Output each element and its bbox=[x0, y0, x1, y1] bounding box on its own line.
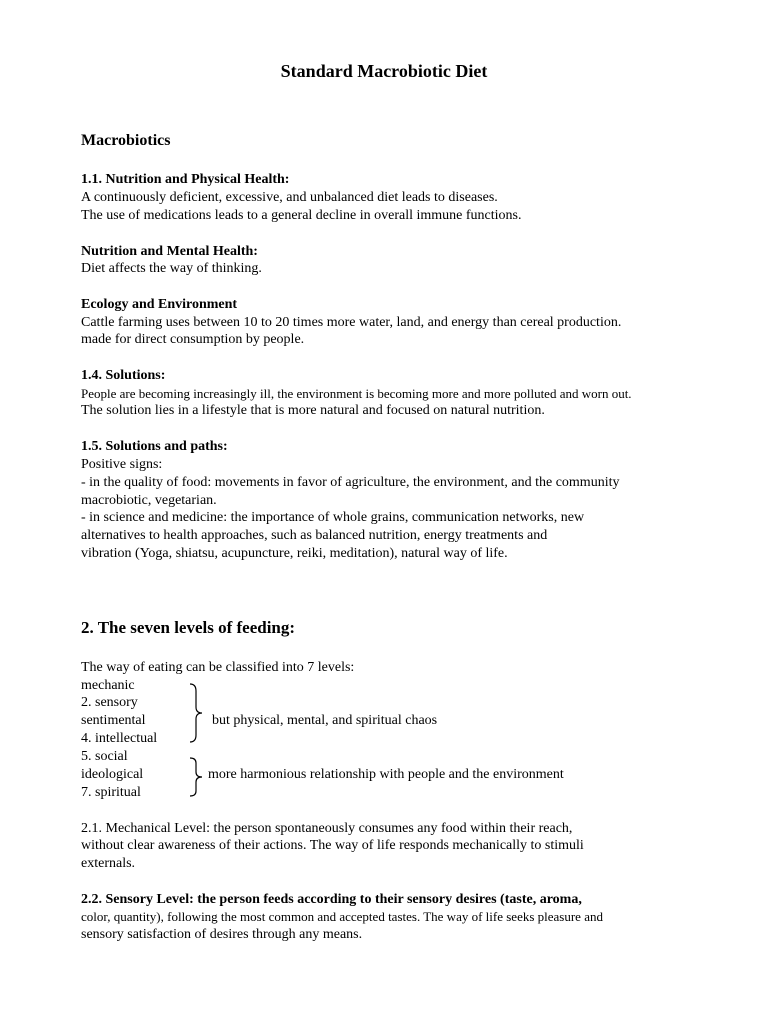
paragraph-line: macrobiotic, vegetarian. bbox=[81, 493, 217, 508]
paragraph-line: alternatives to health approaches, such as balanced nutrition, energy treatments and bbox=[81, 528, 548, 543]
paragraph-line: without clear awareness of their actions. The way of life responds mechanically to stimuli bbox=[81, 838, 584, 853]
paragraph-line: The way of eating can be classified into 7 levels: bbox=[81, 660, 355, 675]
paragraph-line: made for direct consumption by people. bbox=[81, 332, 305, 347]
paragraph-line: - in science and medicine: the importance of whole grains, communication networks, new bbox=[81, 510, 585, 525]
paragraph-line: People are becoming increasingly ill, the environment is becoming more and more polluted and worn out. bbox=[81, 386, 632, 401]
paragraph-line: The use of medications leads to a general decline in overall immune functions. bbox=[81, 208, 522, 223]
paragraph-line: color, quantity), following the most common and accepted tastes. The way of life seeks pleasure and bbox=[81, 909, 603, 924]
level-list-item: 4. intellectual bbox=[81, 731, 158, 746]
paragraph-line: 2.1. Mechanical Level: the person spontaneously consumes any food within their reach, bbox=[81, 821, 573, 836]
paragraph-line: - in the quality of food: movements in favor of agriculture, the environment, and the community bbox=[81, 475, 620, 490]
level-list-item: ideological bbox=[81, 767, 144, 782]
document-title: Standard Macrobiotic Diet bbox=[280, 61, 488, 81]
subsection-title-mental-health: Nutrition and Mental Health: bbox=[81, 244, 258, 259]
group-note-higher-levels: more harmonious relationship with people and the environment bbox=[208, 767, 564, 782]
paragraph-line: Cattle farming uses between 10 to 20 times more water, land, and energy than cereal production. bbox=[81, 315, 622, 330]
paragraph-line: The solution lies in a lifestyle that is more natural and focused on natural nutrition. bbox=[81, 403, 545, 418]
subsection-title-ecology: Ecology and Environment bbox=[81, 297, 238, 312]
level-list-item: mechanic bbox=[81, 678, 135, 693]
level-list-item: 7. spiritual bbox=[81, 785, 141, 800]
right-brace-icon bbox=[188, 757, 204, 797]
right-brace-icon bbox=[188, 683, 204, 743]
paragraph-line: externals. bbox=[81, 856, 136, 871]
subsection-title-1-1: 1.1. Nutrition and Physical Health: bbox=[81, 172, 290, 187]
paragraph-line: Diet affects the way of thinking. bbox=[81, 261, 262, 276]
level-list-item: 2. sensory bbox=[81, 695, 138, 710]
level-list-item: sentimental bbox=[81, 713, 146, 728]
subsection-title-1-4: 1.4. Solutions: bbox=[81, 368, 166, 383]
paragraph-line-bold: 2.2. Sensory Level: the person feeds according to their sensory desires (taste, aroma, bbox=[81, 892, 582, 907]
paragraph-line: sensory satisfaction of desires through any means. bbox=[81, 927, 363, 942]
paragraph-line: A continuously deficient, excessive, and unbalanced diet leads to diseases. bbox=[81, 190, 498, 205]
subsection-title-1-5: 1.5. Solutions and paths: bbox=[81, 439, 228, 454]
section-heading-macrobiotics: Macrobiotics bbox=[81, 132, 171, 149]
level-list-item: 5. social bbox=[81, 749, 128, 764]
group-note-lower-levels: but physical, mental, and spiritual chaos bbox=[212, 713, 438, 728]
section-heading-seven-levels: 2. The seven levels of feeding: bbox=[81, 618, 296, 637]
paragraph-line: Positive signs: bbox=[81, 457, 163, 472]
paragraph-line: vibration (Yoga, shiatsu, acupuncture, reiki, meditation), natural way of life. bbox=[81, 546, 508, 561]
